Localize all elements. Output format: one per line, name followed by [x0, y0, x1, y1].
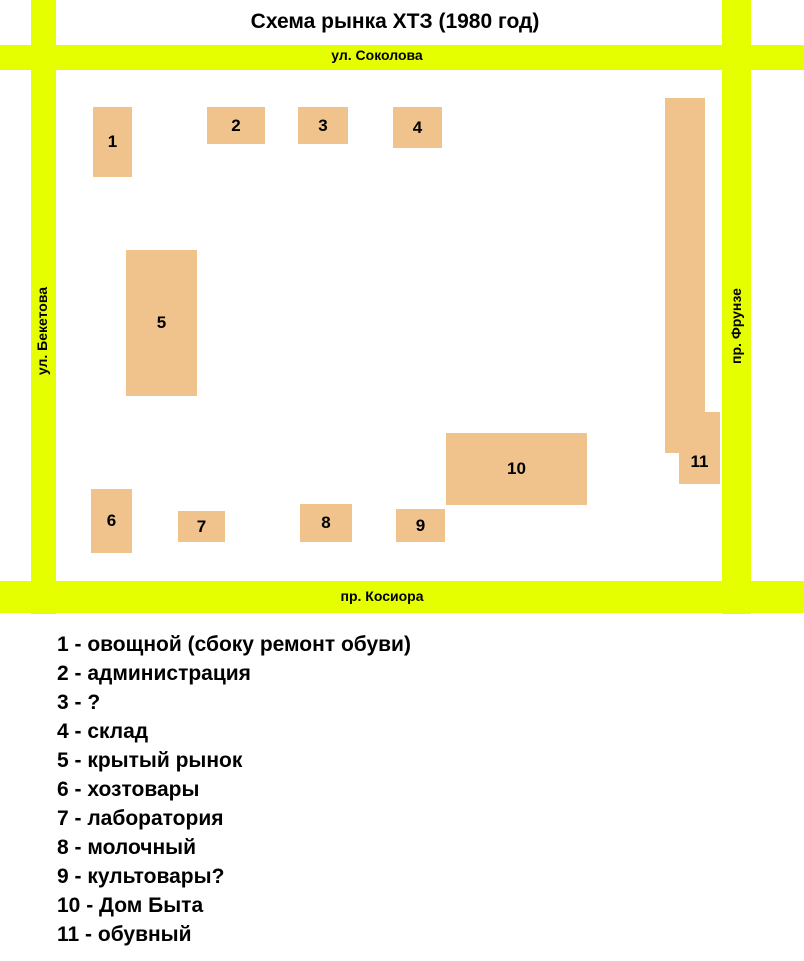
street-label-south: пр. Косиора	[340, 588, 424, 604]
building-2: 2	[207, 107, 265, 144]
street-label-north: ул. Соколова	[331, 47, 423, 63]
street-label-west: ул. Бекетова	[34, 286, 50, 376]
building-10: 10	[446, 433, 587, 505]
building-7: 7	[178, 511, 225, 542]
building-1: 1	[93, 107, 132, 177]
legend-item-4: 4 - склад	[57, 720, 149, 743]
legend-item-6: 6 - хозтовары	[57, 778, 200, 801]
legend-item-7: 7 - лаборатория	[57, 807, 224, 830]
street-label-east: пр. Фрунзе	[728, 288, 744, 364]
legend-item-9: 9 - культовары?	[57, 865, 225, 888]
legend	[57, 630, 411, 949]
legend-item-5: 5 - крытый рынок	[57, 749, 243, 772]
building-3: 3	[298, 107, 348, 144]
building-9: 9	[396, 509, 445, 542]
legend-item-8: 8 - молочный	[57, 836, 196, 859]
map-title: Схема рынка ХТЗ (1980 год)	[250, 10, 540, 33]
legend-item-10: 10 - Дом Быта	[57, 894, 204, 917]
legend-item-2: 2 - администрация	[57, 662, 251, 685]
building-4: 4	[393, 107, 442, 148]
legend-item-3: 3 - ?	[57, 691, 101, 714]
building-6: 6	[91, 489, 132, 553]
legend-item-1: 1 - овощной (сбоку ремонт обуви)	[57, 633, 411, 656]
building-5: 5	[126, 250, 197, 396]
building-8: 8	[300, 504, 352, 542]
building-11-wing	[665, 98, 705, 453]
building-11: 11	[679, 412, 720, 484]
legend-item-11: 11 - обувный	[57, 923, 192, 946]
